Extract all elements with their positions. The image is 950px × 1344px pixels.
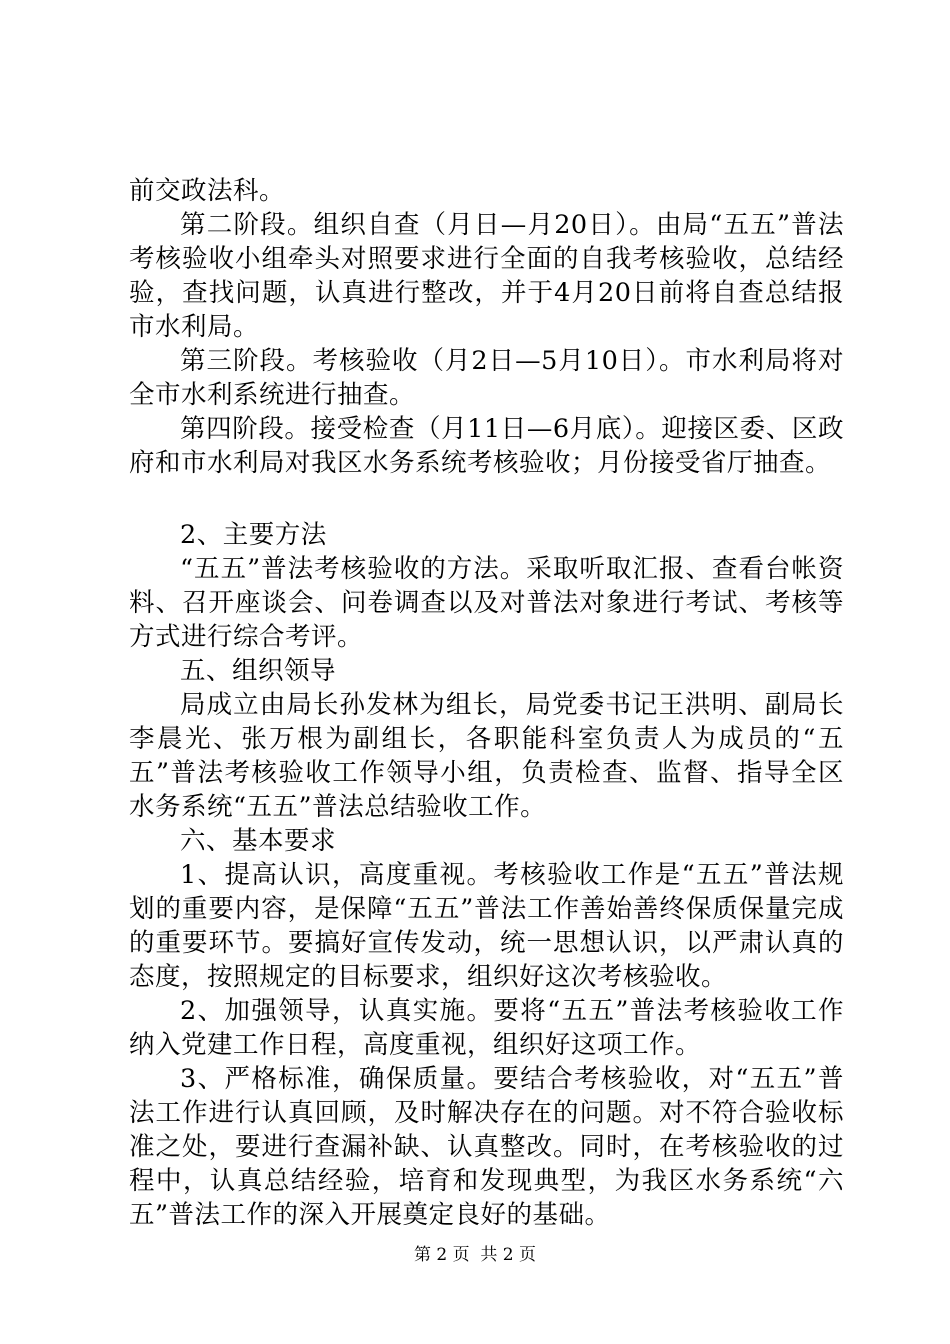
paragraph-continuation: 前交政法科。 (129, 176, 286, 206)
paragraph-stage-two: 第二阶段。组织自查（月日—月20日）。由局“五五”普法考核验收小组牵头对照要求进行全面的自我考核验收，总结经验，查找问题，认真进行整改，并于4月20日前将自查总结报市水利局。 (129, 210, 844, 342)
heading-basic-requirements: 六、基本要求 (180, 826, 337, 856)
paragraph-methods: “五五”普法考核验收的方法。采取听取汇报、查看台帐资料、召开座谈会、问卷调查以及对普法对象进行考试、考核等方式进行综合考评。 (129, 554, 844, 652)
paragraph-stage-four: 第四阶段。接受检查（月11日—6月底）。迎接区委、区政府和市水利局对我区水务系统考核验收；月份接受省厅抽查。 (129, 414, 844, 478)
paragraph-stage-three: 第三阶段。考核验收（月2日—5月10日）。市水利局将对全市水利系统进行抽查。 (129, 346, 844, 410)
document-body (129, 174, 844, 1232)
page-number-footer: 第 2 页 共 2 页 (413, 1245, 537, 1265)
heading-organization: 五、组织领导 (180, 656, 337, 686)
paragraph-requirement-3: 3、严格标准，确保质量。要结合考核验收，对“五五”普法工作进行认真回顾，及时解决存在的问题。对不符合验收标准之处，要进行查漏补缺、认真整改。同时，在考核验收的过程中，认真总结经验，培育和发现典型，为我区水务系统“六五”普法工作的深入开展奠定良好的基础。 (129, 1064, 844, 1230)
paragraph-requirement-2: 2、加强领导，认真实施。要将“五五”普法考核验收工作纳入党建工作日程，高度重视，组织好这项工作。 (129, 996, 844, 1060)
paragraph-organization: 局成立由局长孙发林为组长，局党委书记王洪明、副局长李晨光、张万根为副组长，各职能科室负责人为成员的“五五”普法考核验收工作领导小组，负责检查、监督、指导全区水务系统“五五”普法总结验收工作。 (129, 690, 844, 822)
paragraph-requirement-1: 1、提高认识，高度重视。考核验收工作是“五五”普法规划的重要内容，是保障“五五”普法工作善始善终保质保量完成的重要环节。要搞好宣传发动，统一思想认识，以严肃认真的态度，按照规定的目标要求，组织好这次考核验收。 (129, 860, 844, 992)
heading-main-methods: 2、主要方法 (180, 520, 327, 550)
